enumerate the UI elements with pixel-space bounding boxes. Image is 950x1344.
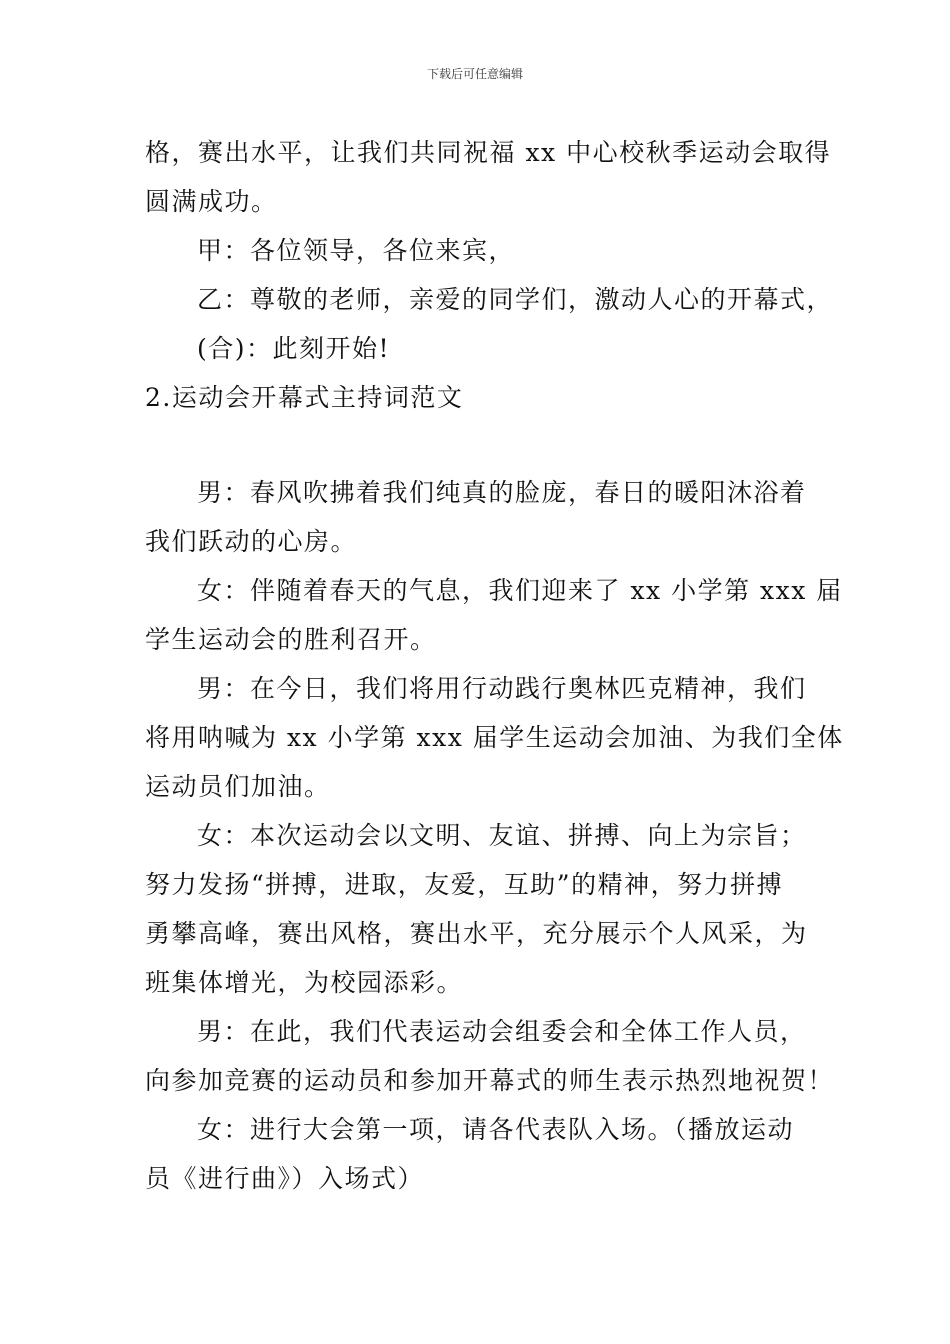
paragraph-line: 格，赛出水平，让我们共同祝福 xx 中心校秋季运动会取得: [145, 138, 832, 167]
blank-spacer: [145, 422, 807, 468]
paragraph-line: 甲：各位领导，各位来宾，: [197, 236, 516, 265]
paragraph-line: 员《进行曲》）入场式）: [145, 1164, 425, 1193]
paragraph-line: 我们跃动的心房。: [145, 527, 358, 556]
paragraph-line: 乙：尊敬的老师，亲爱的同学们，激动人心的开幕式，: [197, 285, 834, 314]
paragraph-line: 运动员们加油。: [145, 772, 331, 801]
paragraph-line: 女：本次运动会以文明、友谊、拼搏、向上为宗旨；: [197, 821, 807, 850]
document-body: [145, 128, 844, 1203]
paragraph-line: 男：春风吹拂着我们纯真的脸庞，春日的暖阳沐浴着: [197, 478, 807, 507]
paragraph-line: 男：在此，我们代表运动会组委会和全体工作人员，: [197, 1017, 807, 1046]
paragraph-line: (合)：此刻开始!: [197, 334, 391, 363]
section-heading: 2.运动会开幕式主持词范文: [145, 383, 464, 412]
paragraph-line: 将用呐喊为 xx 小学第 xxx 届学生运动会加油、为我们全体: [145, 723, 844, 752]
paragraph-line: 男：在今日，我们将用行动践行奥林匹克精神，我们: [197, 674, 807, 703]
paragraph-line: 向参加竞赛的运动员和参加开幕式的师生表示热烈地祝贺！: [145, 1066, 835, 1095]
paragraph-line: 女：进行大会第一项，请各代表队入场。（播放运动: [197, 1115, 795, 1144]
paragraph-line: 勇攀高峰，赛出风格，赛出水平，充分展示个人风采，为: [145, 919, 808, 948]
paragraph-line: 女：伴随着春天的气息，我们迎来了 xx 小学第 xxx 届: [197, 576, 843, 605]
paragraph-line: 学生运动会的胜利召开。: [145, 625, 437, 654]
paragraph-line: 圆满成功。: [145, 187, 278, 216]
paragraph-line: 班集体增光，为校园添彩。: [145, 968, 464, 997]
page-header: 下载后可任意编辑: [426, 67, 523, 81]
paragraph-line: 努力发扬“拼搏，进取，友爱，互助”的精神，努力拼搏: [145, 870, 784, 899]
